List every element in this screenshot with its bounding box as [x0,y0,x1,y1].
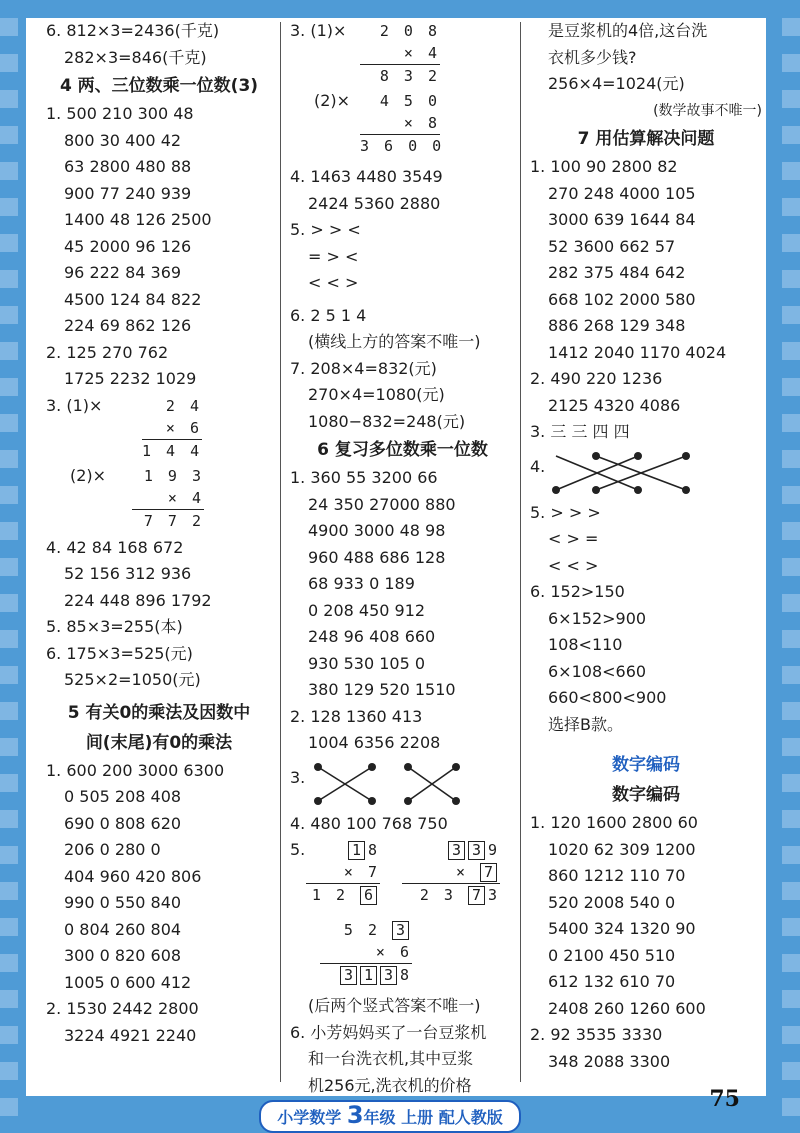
answer-line: 是豆浆机的4倍,这台洗 [548,21,708,40]
multiplier: × 4 [167,488,204,507]
answer-line: 248 96 408 660 [308,627,436,646]
vertical-calculation [46,463,272,535]
match-dot [592,452,600,460]
match-dot [452,763,460,771]
digit: 1 [311,886,324,904]
match-dot [634,486,642,494]
answer-line: 0 2100 450 510 [548,945,676,965]
answer-line: 选择B款。 [548,714,623,734]
answer-line: 1020 62 309 1200 [548,839,696,859]
vertical-column [320,919,412,986]
answer-line: 1005 0 600 412 [64,972,192,992]
vertical-column [306,839,380,906]
answer-line: 1400 48 126 2500 [64,210,212,229]
column-2 [290,18,515,1096]
multiplier: × 8 [403,114,440,132]
footer-grade-word: 年级 [363,1108,396,1127]
column-divider [280,22,281,1082]
digit: 3 [443,886,456,904]
match-dot [592,486,600,494]
answer-line: 282×3=846(千克) [64,47,207,67]
answer-line: 1. 500 210 300 48 [46,104,194,123]
footer-volume: 上册 [401,1108,434,1127]
match-dot [682,452,690,460]
answer-line: 4900 3000 48 98 [308,521,446,540]
answer-line: 5. > > > [530,502,601,522]
product [320,963,412,986]
product [306,883,380,906]
section-heading: 数字编码 [612,785,680,805]
answer-line: 68 933 0 189 [308,574,415,593]
question-label: 4. [530,456,546,476]
answer-note: (后两个竖式答案不唯一) [308,996,481,1015]
section-heading: 5 有关0的乘法及因数中 [67,702,251,723]
answer-line: 5400 324 1320 90 [548,919,696,938]
column-1 [46,18,272,1096]
answer-line: 4. 42 84 168 672 [46,537,184,557]
answer-line: 5. > > < [290,220,361,239]
answer-line: 衣机多少钱? [548,47,637,67]
answer-line: 300 0 820 608 [64,946,182,965]
answer-note: (数学故事不唯一) [653,102,762,119]
answer-line: 1. 120 1600 2800 60 [530,813,698,832]
vertical-column [360,20,440,87]
section-heading: 7 用估算解决问题 [577,129,715,149]
page-number: 75 [709,1086,740,1112]
footer-grade-number: 3 [346,1101,364,1129]
answer-line: 3000 639 1644 84 [548,210,696,229]
question-label: 3. (1)× [46,395,103,415]
answer-line: 668 102 2000 580 [548,289,696,309]
blank-box: 7 [468,886,485,905]
answer-line: 2424 5360 2880 [308,193,441,213]
answer-line: 1. 100 90 2800 82 [530,157,678,176]
column-3 [530,18,762,1096]
digit: 5 [343,921,356,939]
answer-line: 2408 260 1260 600 [548,998,706,1018]
multiplicand [306,839,380,861]
answer-line: 224 69 862 126 [64,316,192,335]
match-dot [404,797,412,805]
footer-label [259,1100,521,1133]
footer-edition: 配人教版 [438,1108,503,1127]
answer-line: 3224 4921 2240 [64,1025,197,1045]
answer-line: 6. 小芳妈妈买了一台豆浆机 [290,1022,487,1042]
answer-line: 5. 85×3=255(本) [46,617,183,636]
answer-line: 2. 125 270 762 [46,342,169,362]
answer-line: 2. 490 220 1236 [530,369,663,388]
answer-line: 256×4=1024(元) [548,74,685,93]
answer-line: 1412 2040 1170 4024 [548,342,727,362]
blank-box: 1 [360,966,377,985]
multiplicand [402,839,500,861]
answer-line: 2. 1530 2442 2800 [46,999,199,1018]
column-divider [520,22,521,1082]
digit: 2 [367,921,380,939]
match-dot [368,763,376,771]
answer-line: 24 350 27000 880 [308,494,456,514]
footer-banner [230,1100,550,1128]
section-heading: 6 复习多位数乘一位数 [317,440,488,460]
answer-line: = > < [308,246,359,266]
answer-line: 660<800<900 [548,688,667,707]
product [402,883,500,906]
vertical-column [142,395,202,462]
blank-box: 3 [340,966,357,985]
answer-line: 3. 三 三 四 四 [530,422,630,441]
vertical-column [402,839,500,906]
left-edge-stripe [0,0,18,1132]
section-heading: 间(末尾)有0的乘法 [85,732,233,753]
answer-line: 52 3600 662 57 [548,236,676,256]
vertical-calculation [290,88,515,164]
answer-line: 800 30 400 42 [64,130,182,150]
answer-line: 860 1212 110 70 [548,866,686,885]
product: 8 3 2 [360,64,440,87]
product: 1 4 4 [142,439,202,462]
answer-line: 282 375 484 642 [548,263,686,282]
digit: 3 [487,886,500,904]
answer-line: 96 222 84 369 [64,263,182,282]
vertical-calculation [290,919,515,993]
match-dot [314,797,322,805]
digit: 7 [367,863,380,881]
answer-line: 348 2088 3300 [548,1051,671,1071]
answer-line: 4. 1463 4480 3549 [290,167,443,186]
answer-line: 1080−832=248(元) [308,411,466,431]
digit: 9 [487,841,500,859]
multiplier: × 6 [375,943,412,961]
answer-line: 525×2=1050(元) [64,670,201,689]
digit: 8 [367,841,380,859]
answer-line: 270 248 4000 105 [548,183,696,203]
answer-line: 886 268 129 348 [548,316,686,335]
matching-lines [310,759,470,809]
answer-line: 6×108<660 [548,661,647,681]
answer-line: 0 804 260 804 [64,919,182,939]
digit: 6 [399,943,412,961]
answer-line: 612 132 610 70 [548,972,676,991]
match-dot [452,797,460,805]
vertical-calculation [46,393,272,463]
match-dot [314,763,322,771]
match-dot [368,797,376,805]
match-dot [404,763,412,771]
answer-line: 0 208 450 912 [308,600,426,620]
answer-line: 2. 128 1360 413 [290,706,423,726]
answer-line: 1. 360 55 3200 66 [290,468,438,487]
answer-line: 520 2008 540 0 [548,892,676,912]
answer-line: 270×4=1080(元) [308,385,445,404]
multiplier: × 6 [165,418,202,437]
answer-line: 和一台洗衣机,其中豆浆 [308,1049,474,1068]
answer-line: 1. 600 200 3000 6300 [46,760,225,780]
blank-box: 3 [448,841,465,860]
multiplicand: 2 4 [165,396,202,415]
answer-line: 1004 6356 2208 [308,733,441,752]
answer-line: 404 960 420 806 [64,866,202,886]
answer-line: 2. 92 3535 3330 [530,1025,663,1044]
answer-line: 7. 208×4=832(元) [290,358,437,378]
answer-line: 6×152>900 [548,608,647,628]
answer-line: 960 488 686 128 [308,547,446,567]
question-label: 3. (1)× [290,21,347,40]
answer-line: 0 505 208 408 [64,787,182,806]
answer-line: 6. 175×3=525(元) [46,643,193,663]
product: 7 7 2 [132,509,204,532]
answer-line: 690 0 808 620 [64,813,182,833]
multiplicand: 1 9 3 [143,466,204,485]
answer-note: (横线上方的答案不唯一) [308,332,481,351]
matching-answer [290,757,515,811]
vertical-calculation [290,18,515,88]
answer-line: 4500 124 84 822 [64,289,202,309]
answer-line: 990 0 550 840 [64,893,182,912]
multiplier: × 4 [403,44,440,62]
multiplicand [320,919,412,941]
right-edge-stripe [782,0,800,1132]
footer-subject: 小学数学 [277,1108,342,1127]
blank-box: 3 [392,921,409,940]
vertical-column [132,465,204,532]
answer-line: 机256元,洗衣机的价格 [308,1075,472,1095]
blank-box: 1 [348,841,365,860]
question-label: 3. [290,767,306,787]
answer-line: 6. 812×3=2436(千克) [46,21,220,40]
digit: 2 [335,886,348,904]
blank-box: 7 [480,863,497,882]
answer-line: 224 448 896 1792 [64,590,212,610]
blank-box: 3 [380,966,397,985]
blank-box: 3 [468,841,485,860]
matching-answer [530,446,762,500]
answer-line: 380 129 520 1510 [308,680,456,699]
matching-lines [548,448,698,498]
multiplier: × 7 [343,863,380,881]
answer-line: 206 0 280 0 [64,840,161,859]
answer-line: < < > [308,273,359,292]
answer-line: 2125 4320 4086 [548,395,681,415]
multiplicand: 2 0 8 [379,22,440,40]
answer-line: 52 156 312 936 [64,564,192,583]
answer-line: 63 2800 480 88 [64,157,192,176]
answer-line: 6. 2 5 1 4 [290,305,367,325]
vertical-column [360,90,445,157]
answer-line: 45 2000 96 126 [64,236,192,256]
answer-line: 1725 2232 1029 [64,369,197,388]
answer-line: 108<110 [548,635,623,654]
section-heading: 数字编码 [612,755,680,775]
answer-line: 6. 152>150 [530,582,625,601]
question-label: 5. [290,840,306,859]
match-dot [552,486,560,494]
answer-line: < < > [548,555,599,575]
answer-line: < > = [548,529,599,548]
match-dot [634,452,642,460]
answer-line: 930 530 105 0 [308,653,426,673]
digit: 2 [419,886,432,904]
product: 3 6 0 0 [360,134,440,157]
vertical-calculation-group [290,837,515,919]
multiplier: × 7 [402,861,500,883]
digit: 8 [399,966,412,984]
blank-box: 6 [360,886,377,905]
match-dot [682,486,690,494]
section-heading: 4 两、三位数乘一位数(3) [59,76,259,96]
answer-line: 4. 480 100 768 750 [290,813,448,833]
question-label: (2)× [70,465,107,485]
multiplicand: 4 5 0 [379,92,440,110]
question-label: (2)× [314,91,351,110]
answer-line: 900 77 240 939 [64,183,192,203]
